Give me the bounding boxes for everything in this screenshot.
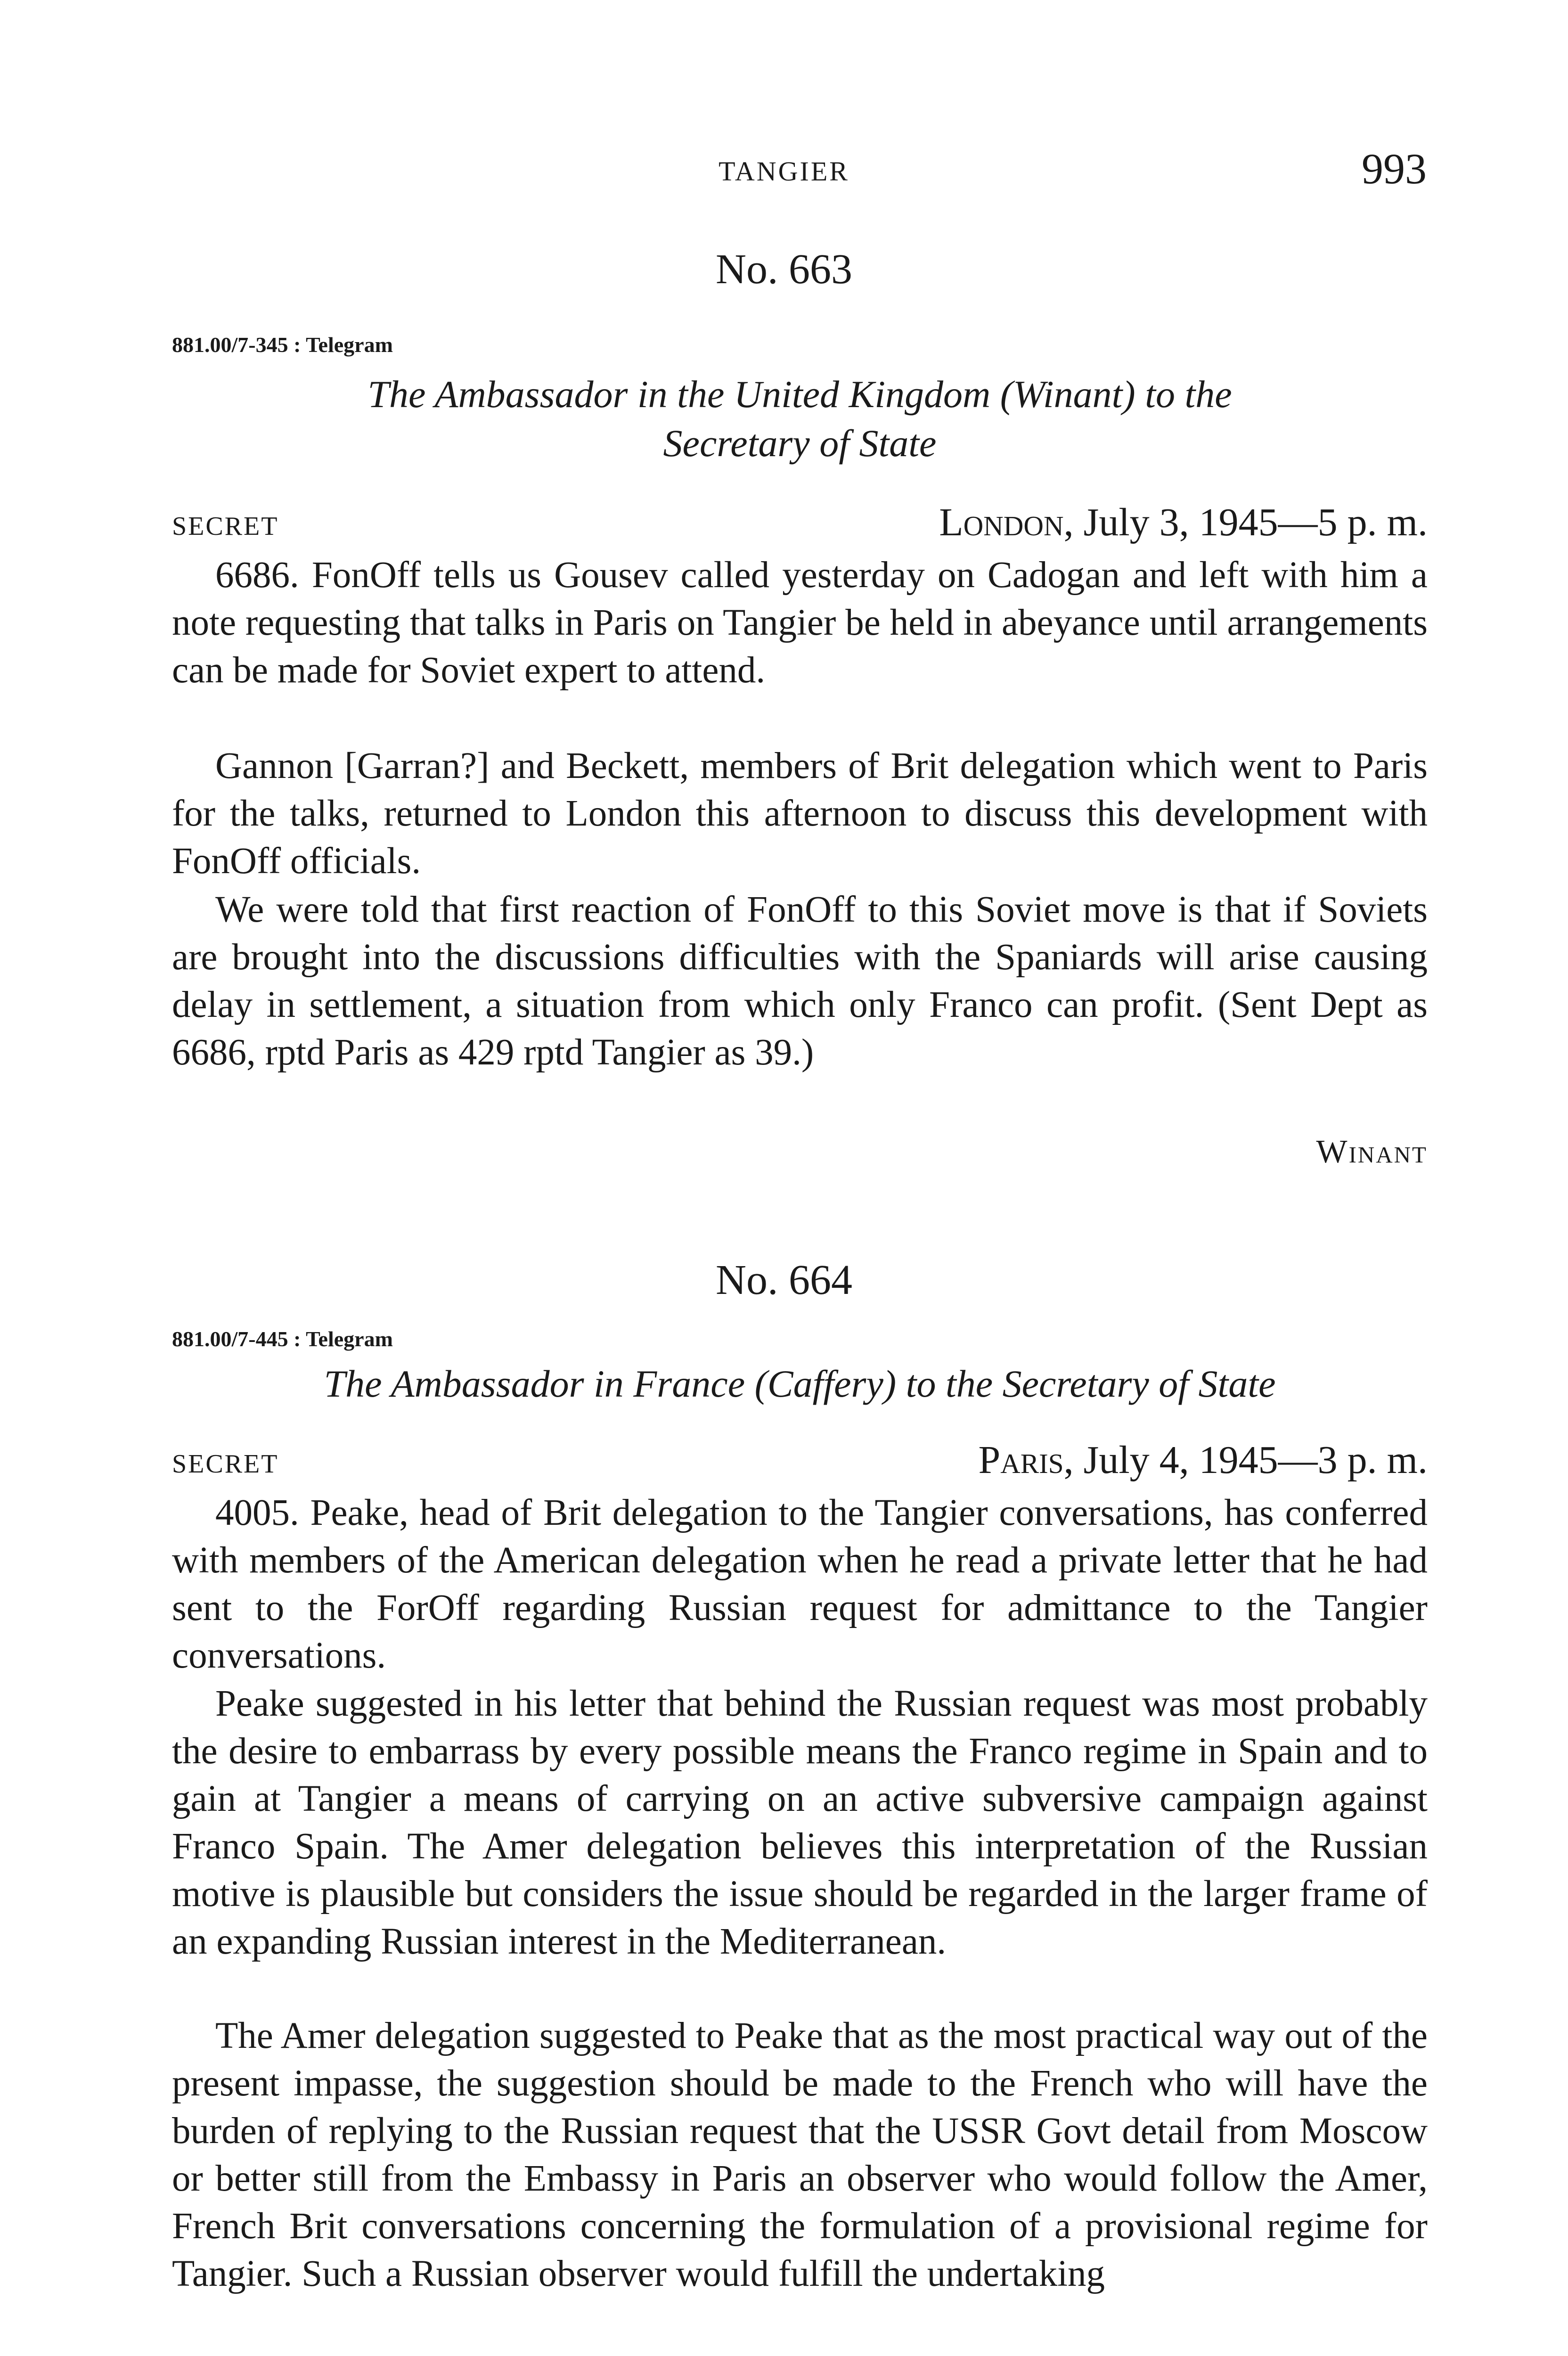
classification: SECRET — [172, 1449, 279, 1479]
heading-line: The Ambassador in France (Caffery) to the Secretary of State — [324, 1362, 1276, 1405]
heading-line: The Ambassador in the United Kingdom (Winant) to the — [368, 373, 1232, 416]
paragraph: We were told that first reaction of FonOff to this Soviet move is that if Soviets are brought into the discussions difficulties with the Spaniards will arise causing delay in settlement, a situation from which only Franco can profit. (Sent Dept as 6686, rptd Paris as 429 rptd Tangier as 39.) — [172, 889, 1428, 1073]
paragraph: 6686. FonOff tells us Gousev called yesterday on Cadogan and left with him a note requesting that talks in Paris on Tangier be held in abeyance until arrangements can be made for Soviet expert to attend. — [172, 555, 1428, 691]
dateline — [978, 1437, 1428, 1483]
paragraph: 4005. Peake, head of Brit delegation to the Tangier conversations, has conferred with members of the American delegation when he read a private letter that he had sent to the ForOff regarding Russian request for admittance to the Tangier conversations. — [172, 1492, 1428, 1676]
paragraph: Gannon [Garran?] and Beckett, members of Brit delegation which went to Paris for the talks, returned to London this afternoon to discuss this development with FonOff officials. — [172, 745, 1428, 882]
dateline-place: Paris, — [978, 1438, 1074, 1482]
file-reference: 881.00/7-345 : Telegram — [172, 333, 393, 357]
dateline — [939, 499, 1428, 545]
signature: Winant — [1316, 1134, 1428, 1170]
document-number: No. 664 — [716, 1257, 852, 1303]
paragraph: Peake suggested in his letter that behind the Russian request was most probably the desire to embarrass by every possible means the Franco regime in Spain and to gain at Tangier a means of carrying on an active subversive campaign against Franco Spain. The Amer delegation believes this interpretation of the Russian motive is plausible but considers the issue should be regarded in the larger frame of an expanding Russian interest in the Mediterranean. — [172, 1683, 1428, 1962]
dateline-place: London, — [939, 500, 1074, 544]
running-head: TANGIER — [719, 156, 849, 187]
page-number: 993 — [1362, 145, 1427, 193]
dateline-date: July 4, 1945—3 p. m. — [1073, 1438, 1428, 1482]
dateline-date: July 3, 1945—5 p. m. — [1073, 500, 1428, 544]
document-number: No. 663 — [716, 246, 852, 293]
heading-line: Secretary of State — [663, 422, 937, 465]
classification: SECRET — [172, 512, 279, 541]
document-heading — [172, 1359, 1428, 1408]
file-reference: 881.00/7-445 : Telegram — [172, 1327, 393, 1351]
document-heading — [172, 370, 1428, 468]
paragraph: The Amer delegation suggested to Peake that as the most practical way out of the present impasse, the suggestion should be made to the French who will have the burden of replying to the Russian request that the USSR Govt detail from Moscow or better still from the Embassy in Paris an observer who would follow the Amer, French Brit conversations concerning the formulation of a provisional regime for Tangier. Such a Russian observer would fulfill the undertaking — [172, 2015, 1428, 2294]
